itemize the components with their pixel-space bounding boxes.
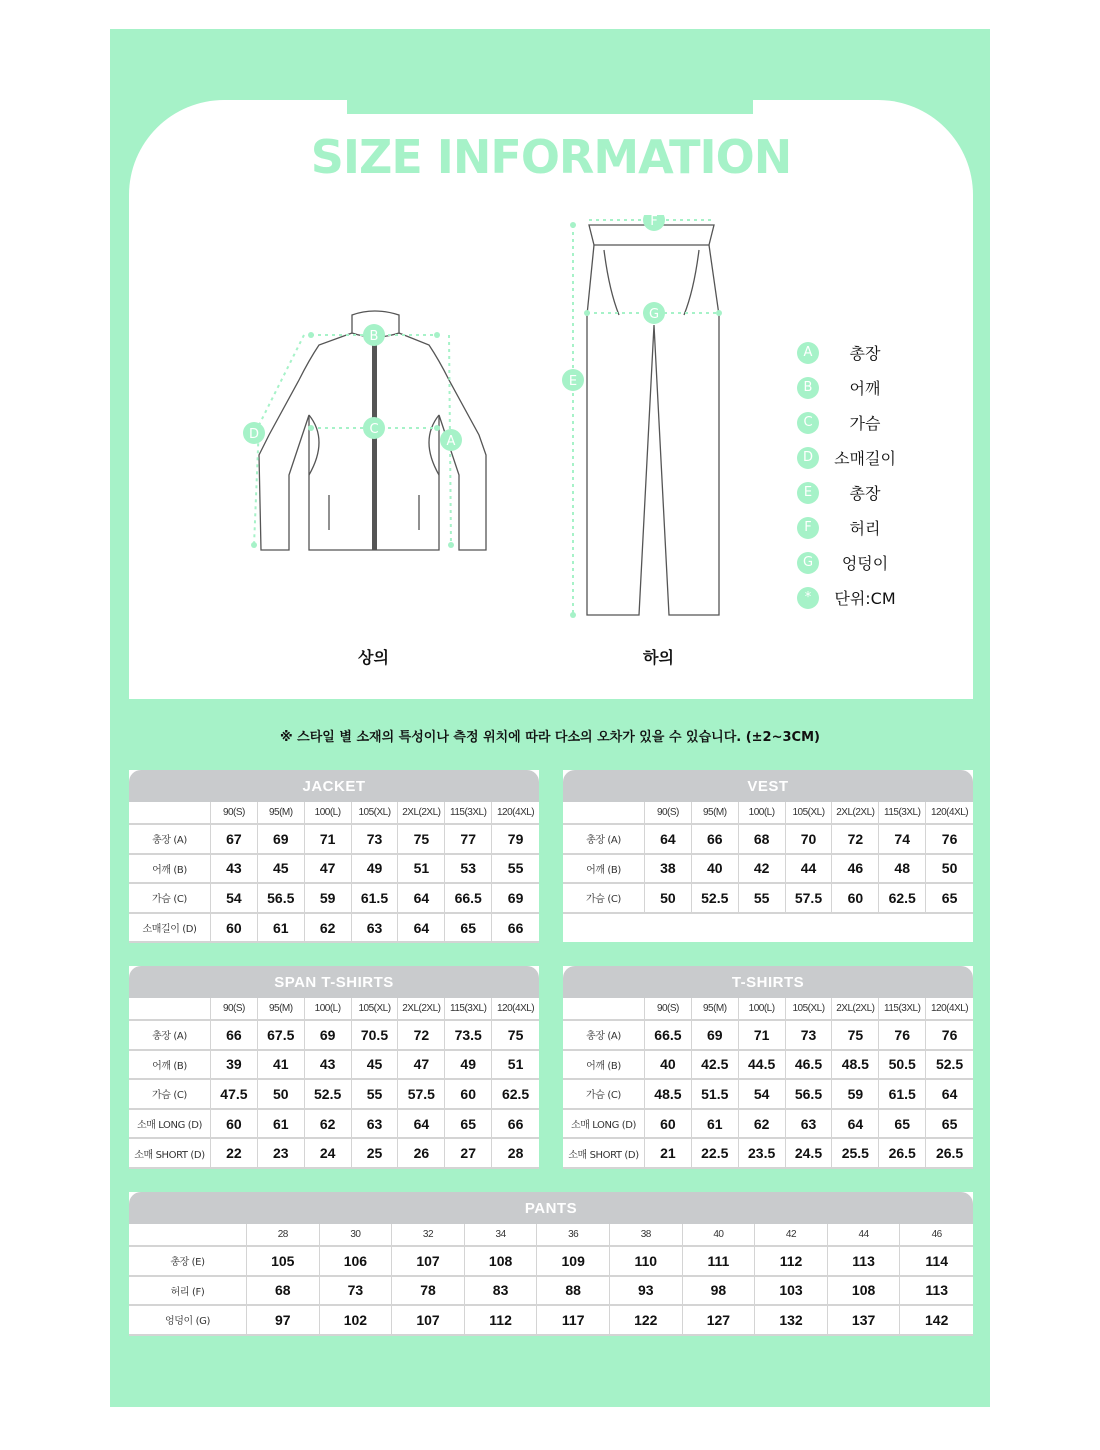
measurement-label-cell: 총장 (A) [129, 1021, 211, 1051]
measurement-value-cell: 64 [832, 1110, 879, 1140]
measurement-value-cell: 66 [211, 1021, 258, 1051]
size-header-cell: 100(L) [739, 802, 786, 825]
measurement-value-cell: 73 [352, 825, 399, 855]
measurement-value-cell: 51 [492, 1051, 539, 1081]
measurement-value-cell: 60 [211, 914, 258, 944]
measurement-value-cell: 60 [445, 1080, 492, 1110]
measurement-value-cell: 65 [445, 1110, 492, 1140]
measurement-label-cell: 소매 SHORT (D) [129, 1139, 211, 1169]
legend-badge: F [797, 517, 819, 539]
svg-text:E: E [568, 374, 578, 389]
legend-item [797, 440, 911, 475]
size-header-cell: 120(4XL) [926, 802, 973, 825]
measurement-value-cell: 38 [645, 855, 692, 885]
measurement-value-cell: 64 [645, 825, 692, 855]
measurement-value-cell: 105 [247, 1247, 320, 1277]
pants-size-table [129, 1192, 973, 1336]
measurement-value-cell: 61 [692, 1110, 739, 1140]
measurement-value-cell: 26 [398, 1139, 445, 1169]
measurement-value-cell: 75 [398, 825, 445, 855]
measurement-value-cell: 47 [398, 1051, 445, 1081]
measurement-value-cell: 113 [900, 1277, 973, 1307]
measurement-label-cell: 가슴 (C) [563, 1080, 645, 1110]
measurement-value-cell: 67.5 [258, 1021, 305, 1051]
measurement-value-cell: 73.5 [445, 1021, 492, 1051]
measurement-value-cell: 64 [398, 914, 445, 944]
legend-item [797, 475, 911, 510]
size-header-cell: 32 [392, 1224, 465, 1247]
measurement-label-cell: 소매 SHORT (D) [563, 1139, 645, 1169]
legend-label: 어깨 [849, 379, 881, 398]
measurement-value-cell: 75 [492, 1021, 539, 1051]
legend-badge: D [797, 447, 819, 469]
measurement-value-cell: 103 [755, 1277, 828, 1307]
panel-notch [347, 100, 753, 114]
legend-item [797, 580, 911, 615]
measurement-value-cell: 60 [211, 1110, 258, 1140]
measurement-value-cell: 97 [247, 1306, 320, 1336]
size-header-cell: 105(XL) [786, 998, 833, 1021]
size-header-cell: 120(4XL) [492, 998, 539, 1021]
measurement-value-cell: 49 [445, 1051, 492, 1081]
table-grid [129, 998, 539, 1169]
measurement-label-cell: 어깨 (B) [563, 1051, 645, 1081]
measurement-value-cell: 47.5 [211, 1080, 258, 1110]
measurement-value-cell: 62.5 [879, 884, 926, 914]
measurement-value-cell: 51.5 [692, 1080, 739, 1110]
measurement-label-cell: 총장 (A) [563, 825, 645, 855]
measurement-value-cell: 61 [258, 1110, 305, 1140]
measurement-value-cell: 88 [537, 1277, 610, 1307]
measurement-value-cell: 50.5 [879, 1051, 926, 1081]
measurement-label-cell: 가슴 (C) [129, 884, 211, 914]
measurement-value-cell: 42.5 [692, 1051, 739, 1081]
measurement-value-cell: 62 [739, 1110, 786, 1140]
measurement-value-cell: 57.5 [398, 1080, 445, 1110]
measurement-value-cell: 69 [692, 1021, 739, 1051]
measurement-value-cell: 68 [247, 1277, 320, 1307]
measurement-value-cell: 50 [645, 884, 692, 914]
measurement-label-cell: 총장 (E) [129, 1247, 247, 1277]
size-header-cell: 42 [755, 1224, 828, 1247]
size-header-cell: 105(XL) [786, 802, 833, 825]
span-tshirts-size-table [129, 966, 539, 1169]
measurement-label-cell: 가슴 (C) [563, 884, 645, 914]
measurement-value-cell: 66 [492, 914, 539, 944]
legend-item [797, 335, 911, 370]
measurement-value-cell: 43 [305, 1051, 352, 1081]
measurement-value-cell: 56.5 [258, 884, 305, 914]
measurement-value-cell: 56.5 [786, 1080, 833, 1110]
legend-item [797, 405, 911, 440]
legend-item [797, 510, 911, 545]
measurement-value-cell: 60 [645, 1110, 692, 1140]
measurement-value-cell: 44.5 [739, 1051, 786, 1081]
jacket-illustration [239, 305, 509, 565]
measurement-value-cell: 111 [683, 1247, 756, 1277]
measurement-value-cell: 23 [258, 1139, 305, 1169]
table-grid [129, 1224, 973, 1336]
size-header-cell: 2XL(2XL) [398, 998, 445, 1021]
page-title: SIZE INFORMATION [310, 130, 792, 184]
svg-text:A: A [446, 434, 456, 449]
measurement-value-cell: 107 [392, 1306, 465, 1336]
size-header-cell: 28 [247, 1224, 320, 1247]
measurement-value-cell: 66 [492, 1110, 539, 1140]
measurement-notice: ※ 스타일 별 소재의 특성이나 측정 위치에 따라 다소의 오차가 있을 수 있습니다. (±2~3CM) [280, 730, 820, 745]
legend-label: 허리 [849, 519, 881, 538]
measurement-value-cell: 52.5 [926, 1051, 973, 1081]
table-grid [563, 802, 973, 914]
measurement-value-cell: 114 [900, 1247, 973, 1277]
legend-badge: B [797, 377, 819, 399]
measurement-value-cell: 27 [445, 1139, 492, 1169]
legend-item [797, 370, 911, 405]
size-header-cell: 95(M) [692, 998, 739, 1021]
measurement-value-cell: 59 [305, 884, 352, 914]
measurement-value-cell: 50 [258, 1080, 305, 1110]
measurement-value-cell: 59 [832, 1080, 879, 1110]
size-header-cell: 2XL(2XL) [832, 998, 879, 1021]
measurement-value-cell: 40 [692, 855, 739, 885]
table-corner-cell [563, 998, 645, 1021]
measurement-value-cell: 106 [320, 1247, 393, 1277]
svg-text:C: C [369, 422, 379, 437]
measurement-value-cell: 53 [445, 855, 492, 885]
measurement-value-cell: 55 [352, 1080, 399, 1110]
size-info-panel [129, 100, 973, 699]
measurement-value-cell: 63 [786, 1110, 833, 1140]
size-header-cell: 2XL(2XL) [832, 802, 879, 825]
measurement-value-cell: 39 [211, 1051, 258, 1081]
measurement-value-cell: 110 [610, 1247, 683, 1277]
size-header-cell: 90(S) [211, 998, 258, 1021]
measurement-value-cell: 63 [352, 1110, 399, 1140]
jacket-size-table [129, 770, 539, 943]
size-header-cell: 36 [537, 1224, 610, 1247]
measurement-value-cell: 77 [445, 825, 492, 855]
measurement-value-cell: 112 [465, 1306, 538, 1336]
size-header-cell: 90(S) [645, 998, 692, 1021]
measurement-value-cell: 109 [537, 1247, 610, 1277]
svg-text:G: G [648, 307, 660, 322]
measurement-value-cell: 78 [392, 1277, 465, 1307]
measurement-label-cell: 허리 (F) [129, 1277, 247, 1307]
measurement-value-cell: 70 [786, 825, 833, 855]
measurement-value-cell: 61.5 [352, 884, 399, 914]
measurement-value-cell: 127 [683, 1306, 756, 1336]
table-grid [563, 998, 973, 1169]
table-title: PANTS [129, 1192, 973, 1224]
size-header-cell: 30 [320, 1224, 393, 1247]
measurement-label-cell: 어깨 (B) [129, 855, 211, 885]
measurement-value-cell: 55 [739, 884, 786, 914]
measurement-label-cell: 가슴 (C) [129, 1080, 211, 1110]
measurement-value-cell: 74 [879, 825, 926, 855]
vest-size-table [563, 770, 973, 942]
measurement-value-cell: 76 [926, 825, 973, 855]
measurement-value-cell: 43 [211, 855, 258, 885]
size-header-cell: 44 [828, 1224, 901, 1247]
measurement-value-cell: 64 [926, 1080, 973, 1110]
measurement-value-cell: 93 [610, 1277, 683, 1307]
measurement-value-cell: 72 [398, 1021, 445, 1051]
measurement-value-cell: 54 [211, 884, 258, 914]
table-title: SPAN T-SHIRTS [129, 966, 539, 998]
measurement-value-cell: 108 [828, 1277, 901, 1307]
measurement-value-cell: 61.5 [879, 1080, 926, 1110]
measurement-value-cell: 46.5 [786, 1051, 833, 1081]
legend-badge: * [797, 587, 819, 609]
measurement-value-cell: 26.5 [926, 1139, 973, 1169]
measurement-value-cell: 61 [258, 914, 305, 944]
legend-item [797, 545, 911, 580]
table-title: JACKET [129, 770, 539, 802]
table-corner-cell [129, 802, 211, 825]
measurement-value-cell: 66 [692, 825, 739, 855]
measurement-value-cell: 21 [645, 1139, 692, 1169]
table-corner-cell [129, 998, 211, 1021]
size-header-cell: 95(M) [258, 998, 305, 1021]
table-grid [129, 802, 539, 943]
measurement-value-cell: 65 [926, 1110, 973, 1140]
measurement-value-cell: 63 [352, 914, 399, 944]
table-corner-cell [563, 802, 645, 825]
table-corner-cell [129, 1224, 247, 1247]
measurement-label-cell: 소매 LONG (D) [129, 1110, 211, 1140]
measurement-value-cell: 137 [828, 1306, 901, 1336]
measurement-label-cell: 어깨 (B) [129, 1051, 211, 1081]
measurement-value-cell: 69 [492, 884, 539, 914]
measurement-value-cell: 66.5 [445, 884, 492, 914]
measurement-value-cell: 142 [900, 1306, 973, 1336]
measurement-value-cell: 25.5 [832, 1139, 879, 1169]
legend-badge: A [797, 342, 819, 364]
measurement-value-cell: 75 [832, 1021, 879, 1051]
measurement-value-cell: 45 [258, 855, 305, 885]
measurement-label-cell: 총장 (A) [129, 825, 211, 855]
measurement-value-cell: 23.5 [739, 1139, 786, 1169]
measurement-value-cell: 107 [392, 1247, 465, 1277]
measurement-value-cell: 73 [786, 1021, 833, 1051]
measurement-value-cell: 73 [320, 1277, 393, 1307]
measurement-label-cell: 어깨 (B) [563, 855, 645, 885]
measurement-value-cell: 113 [828, 1247, 901, 1277]
svg-text:D: D [248, 427, 260, 442]
measurement-value-cell: 49 [352, 855, 399, 885]
measurement-value-cell: 48.5 [832, 1051, 879, 1081]
svg-text:B: B [369, 329, 379, 344]
size-header-cell: 115(3XL) [879, 802, 926, 825]
measurement-legend [797, 335, 911, 615]
measurement-value-cell: 76 [926, 1021, 973, 1051]
legend-label: 단위:CM [834, 589, 896, 608]
size-header-cell: 90(S) [645, 802, 692, 825]
measurement-value-cell: 83 [465, 1277, 538, 1307]
tshirts-size-table [563, 966, 973, 1169]
size-header-cell: 95(M) [258, 802, 305, 825]
measurement-label-cell: 소매길이 (D) [129, 914, 211, 944]
measurement-value-cell: 62.5 [492, 1080, 539, 1110]
measurement-value-cell: 45 [352, 1051, 399, 1081]
bottom-garment-label: 하의 [643, 648, 674, 667]
table-title: VEST [563, 770, 973, 802]
legend-label: 총장 [849, 344, 881, 363]
measurement-value-cell: 42 [739, 855, 786, 885]
measurement-value-cell: 46 [832, 855, 879, 885]
measurement-value-cell: 26.5 [879, 1139, 926, 1169]
measurement-value-cell: 24.5 [786, 1139, 833, 1169]
measurement-value-cell: 51 [398, 855, 445, 885]
measurement-value-cell: 79 [492, 825, 539, 855]
measurement-value-cell: 65 [445, 914, 492, 944]
svg-text:F: F [650, 215, 658, 229]
measurement-value-cell: 122 [610, 1306, 683, 1336]
size-header-cell: 38 [610, 1224, 683, 1247]
table-title: T-SHIRTS [563, 966, 973, 998]
measurement-value-cell: 71 [739, 1021, 786, 1051]
measurement-value-cell: 25 [352, 1139, 399, 1169]
measurement-value-cell: 47 [305, 855, 352, 885]
measurement-value-cell: 67 [211, 825, 258, 855]
size-header-cell: 105(XL) [352, 802, 399, 825]
measurement-value-cell: 71 [305, 825, 352, 855]
measurement-label-cell: 엉덩이 (G) [129, 1306, 247, 1336]
measurement-value-cell: 112 [755, 1247, 828, 1277]
measurement-value-cell: 50 [926, 855, 973, 885]
measurement-value-cell: 98 [683, 1277, 756, 1307]
legend-badge: E [797, 482, 819, 504]
measurement-value-cell: 62 [305, 1110, 352, 1140]
measurement-value-cell: 52.5 [305, 1080, 352, 1110]
measurement-value-cell: 108 [465, 1247, 538, 1277]
measurement-value-cell: 62 [305, 914, 352, 944]
measurement-value-cell: 65 [879, 1110, 926, 1140]
size-header-cell: 95(M) [692, 802, 739, 825]
measurement-value-cell: 69 [258, 825, 305, 855]
top-garment-label: 상의 [358, 648, 389, 667]
legend-label: 소매길이 [834, 449, 896, 468]
measurement-value-cell: 117 [537, 1306, 610, 1336]
measurement-value-cell: 57.5 [786, 884, 833, 914]
measurement-value-cell: 48 [879, 855, 926, 885]
measurement-label-cell: 총장 (A) [563, 1021, 645, 1051]
size-header-cell: 2XL(2XL) [398, 802, 445, 825]
measurement-label-cell: 소매 LONG (D) [563, 1110, 645, 1140]
measurement-value-cell: 102 [320, 1306, 393, 1336]
legend-badge: C [797, 412, 819, 434]
size-header-cell: 100(L) [305, 998, 352, 1021]
measurement-value-cell: 28 [492, 1139, 539, 1169]
size-header-cell: 34 [465, 1224, 538, 1247]
measurement-value-cell: 60 [832, 884, 879, 914]
measurement-value-cell: 64 [398, 1110, 445, 1140]
measurement-value-cell: 66.5 [645, 1021, 692, 1051]
measurement-value-cell: 72 [832, 825, 879, 855]
measurement-value-cell: 65 [926, 884, 973, 914]
measurement-value-cell: 69 [305, 1021, 352, 1051]
measurement-value-cell: 48.5 [645, 1080, 692, 1110]
legend-badge: G [797, 552, 819, 574]
measurement-value-cell: 44 [786, 855, 833, 885]
pants-illustration [559, 215, 739, 630]
measurement-value-cell: 76 [879, 1021, 926, 1051]
measurement-value-cell: 40 [645, 1051, 692, 1081]
size-header-cell: 115(3XL) [445, 802, 492, 825]
measurement-value-cell: 41 [258, 1051, 305, 1081]
measurement-value-cell: 52.5 [692, 884, 739, 914]
measurement-value-cell: 22 [211, 1139, 258, 1169]
measurement-value-cell: 70.5 [352, 1021, 399, 1051]
measurement-value-cell: 54 [739, 1080, 786, 1110]
legend-label: 총장 [849, 484, 881, 503]
measurement-value-cell: 24 [305, 1139, 352, 1169]
size-header-cell: 46 [900, 1224, 973, 1247]
measurement-value-cell: 68 [739, 825, 786, 855]
size-header-cell: 120(4XL) [926, 998, 973, 1021]
size-header-cell: 115(3XL) [445, 998, 492, 1021]
size-header-cell: 100(L) [739, 998, 786, 1021]
size-header-cell: 90(S) [211, 802, 258, 825]
measurement-value-cell: 55 [492, 855, 539, 885]
measurement-value-cell: 22.5 [692, 1139, 739, 1169]
size-header-cell: 105(XL) [352, 998, 399, 1021]
size-header-cell: 120(4XL) [492, 802, 539, 825]
size-header-cell: 40 [683, 1224, 756, 1247]
size-header-cell: 100(L) [305, 802, 352, 825]
size-header-cell: 115(3XL) [879, 998, 926, 1021]
legend-label: 엉덩이 [841, 554, 889, 573]
measurement-value-cell: 132 [755, 1306, 828, 1336]
legend-label: 가슴 [849, 414, 881, 433]
measurement-value-cell: 64 [398, 884, 445, 914]
